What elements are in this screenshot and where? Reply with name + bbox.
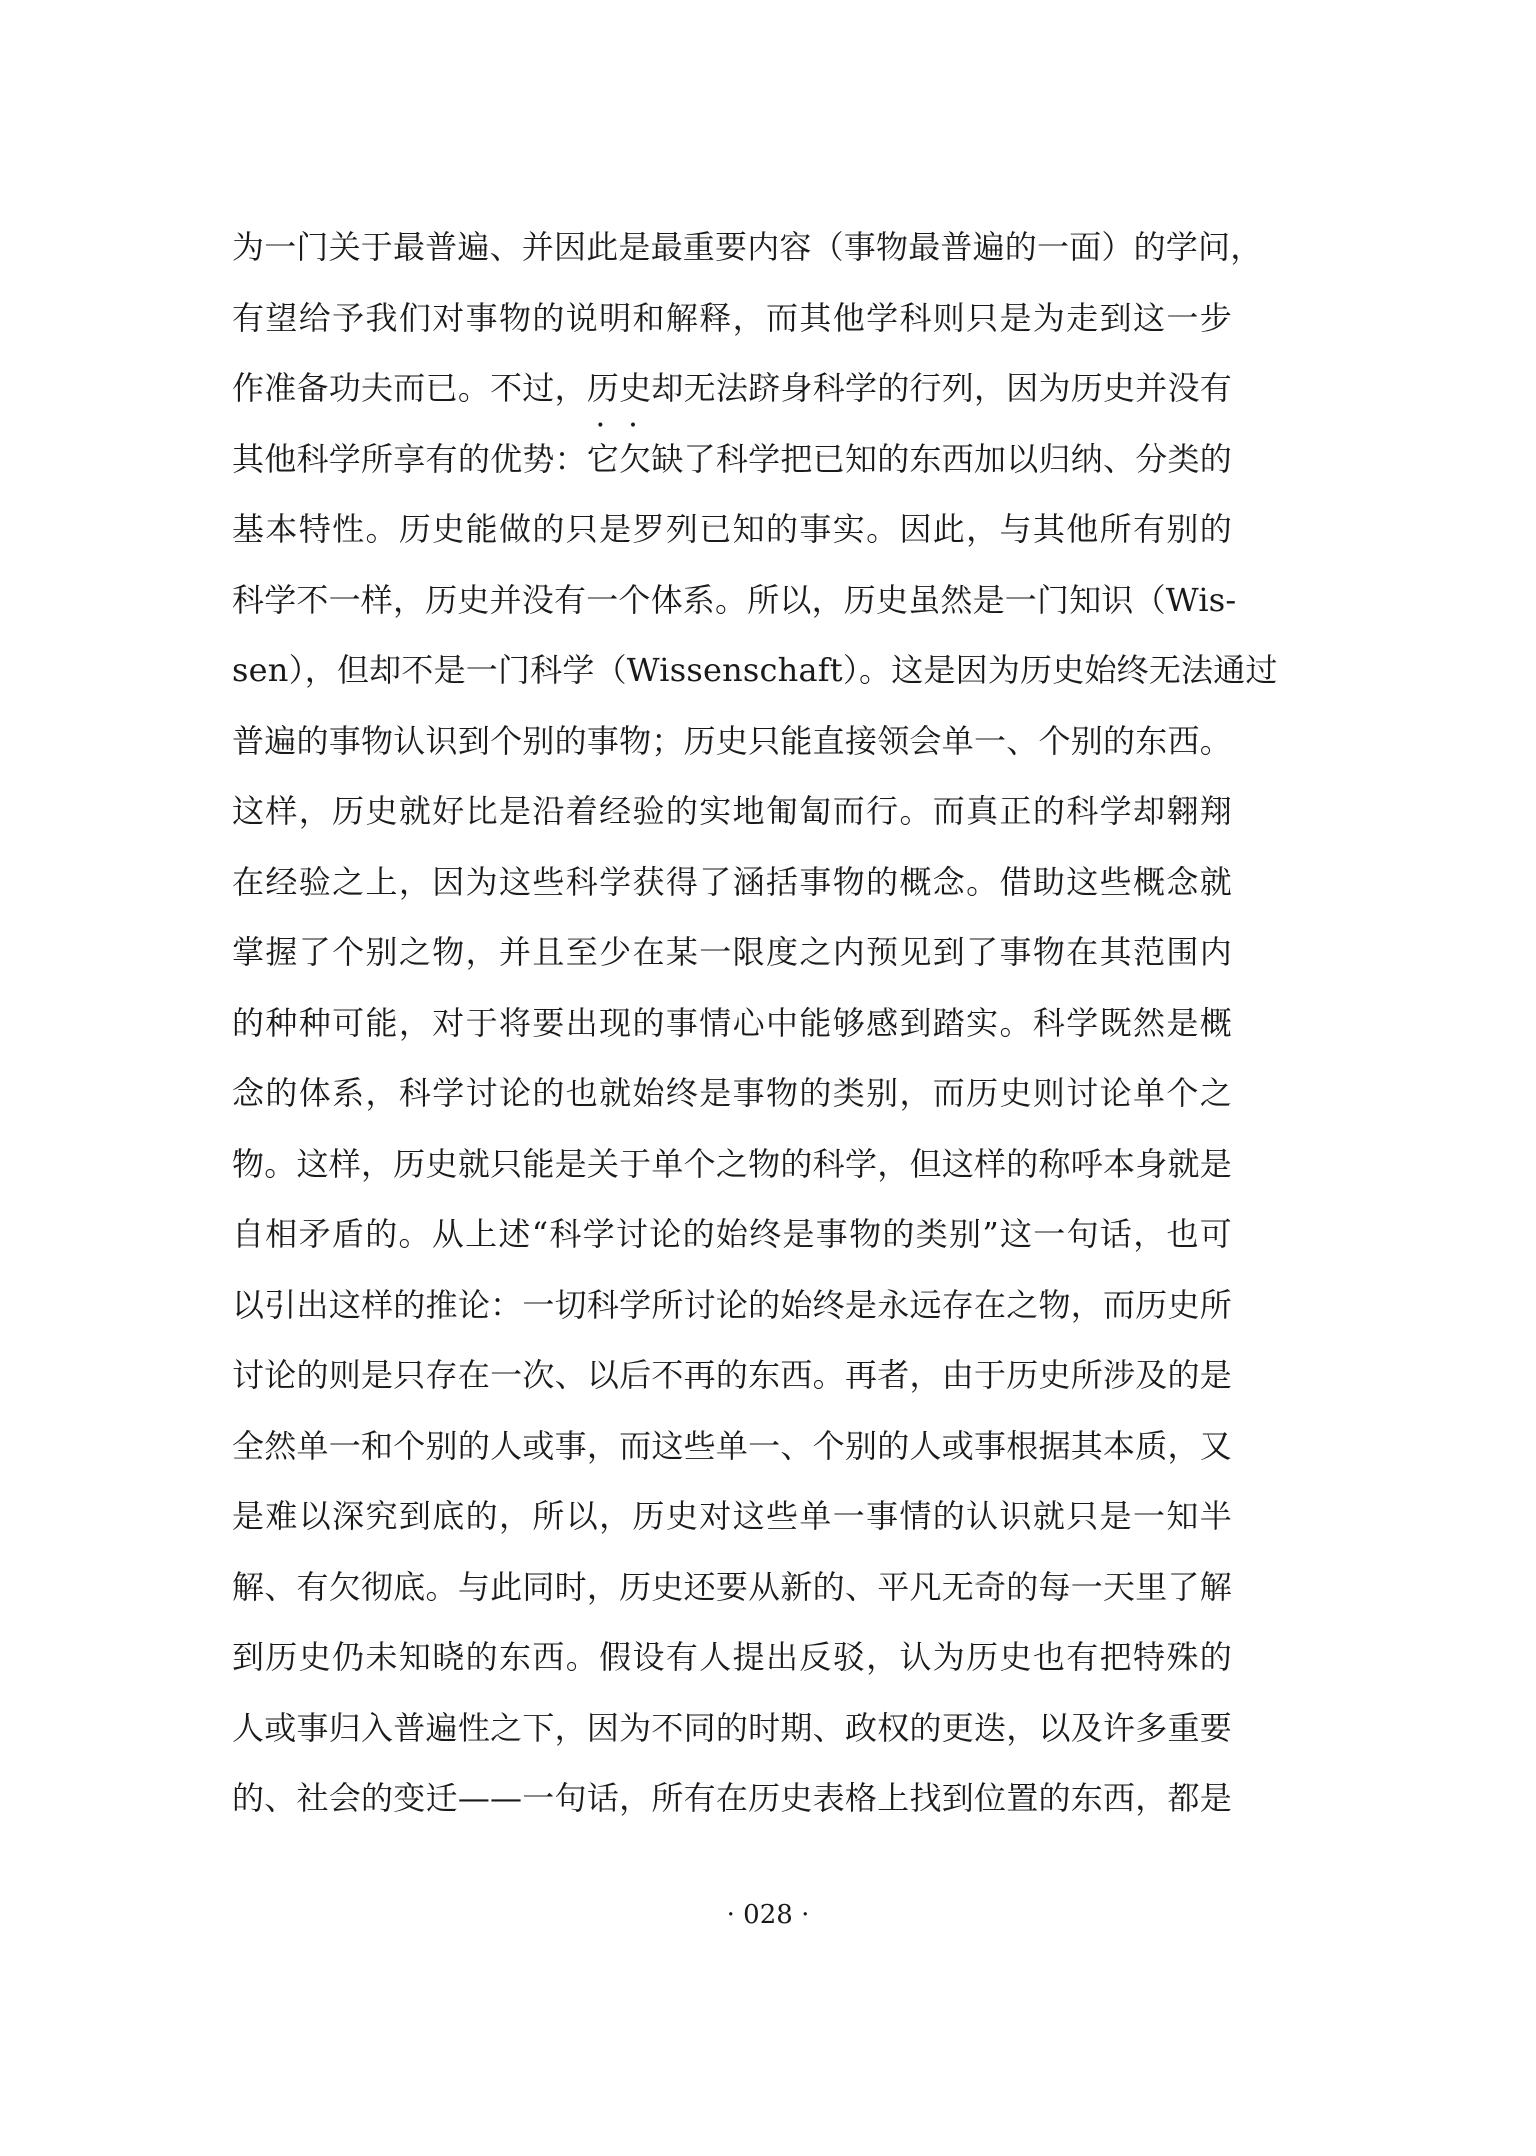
text-line: 为一门关于最普遍、并因此是最重要内容（事物最普遍的一面）的学问，: [232, 228, 1263, 266]
text-line: 普遍的事物认识到个别的事物；历史只能直接领会单一、个别的东西。: [232, 721, 1232, 760]
text-line: 科学不一样，历史并没有一个体系。所以，历史虽然是一门知识（Wis-: [232, 580, 1237, 619]
text-line: 讨论的则是只存在一次、以后不再的东西。再者，由于历史所涉及的是: [232, 1356, 1232, 1394]
text-line: [232, 353, 1232, 424]
text-line: 的、社会的变迁——一句话，所有在历史表格上找到位置的东西，都是: [232, 1779, 1232, 1817]
text-line: 到历史仍未知晓的东西。假设有人提出反驳，认为历史也有把特殊的: [232, 1638, 1232, 1676]
body-text: [232, 212, 1278, 1834]
text-line: sen），但却不是一门科学（Wissenschaft）。这是因为历史始终无法通过: [232, 651, 1278, 689]
text-line: 念的体系，科学讨论的也就始终是事物的类别，而历史则讨论单个之: [232, 1074, 1232, 1112]
text-line: 全然单一和个别的人或事，而这些单一、个别的人或事根据其本质，又: [232, 1426, 1232, 1465]
text-line: 人或事归入普遍性之下，因为不同的时期、政权的更迭，以及许多重要: [232, 1708, 1232, 1747]
text-line: 这样，历史就好比是沿着经验的实地匍匐而行。而真正的科学却翱翔: [232, 792, 1232, 830]
text-line: 解、有欠彻底。与此同时，历史还要从新的、平凡无奇的每一天里了解: [232, 1567, 1232, 1606]
text-line: 在经验之上，因为这些科学获得了涵括事物的概念。借助这些概念就: [232, 862, 1232, 901]
text-line: 的种种可能，对于将要出现的事情心中能够感到踏实。科学既然是概: [232, 1003, 1232, 1042]
text-line: 掌握了个别之物，并且至少在某一限度之内预见到了事物在其范围内: [232, 933, 1232, 971]
text-line: 基本特性。历史能做的只是罗列已知的事实。因此，与其他所有别的: [232, 510, 1232, 548]
text-line: 自相矛盾的。从上述“科学讨论的始终是事物的类别”这一句话，也可: [232, 1215, 1232, 1253]
text-line: 有望给予我们对事物的说明和解释，而其他学科则只是为走到这一步: [232, 298, 1232, 337]
text-line: 是难以深究到底的，所以，历史对这些单一事情的认识就只是一知半: [232, 1497, 1232, 1535]
text-line: 其他科学所享有的优势：它欠缺了科学把已知的东西加以归纳、分类的: [232, 439, 1232, 478]
emphasized-term: 历史 • •: [587, 369, 652, 407]
text-segment: 作准备功夫而已。不过，: [232, 369, 587, 407]
text-line: 以引出这样的推论：一切科学所讨论的始终是永远存在之物，而历史所: [232, 1285, 1232, 1324]
text-line: 物。这样，历史就只能是关于单个之物的科学，但这样的称呼本身就是: [232, 1144, 1232, 1183]
text-segment: 却无法跻身科学的行列，因为历史并没有: [651, 369, 1233, 407]
page-number: · 028 ·: [726, 1900, 810, 1930]
